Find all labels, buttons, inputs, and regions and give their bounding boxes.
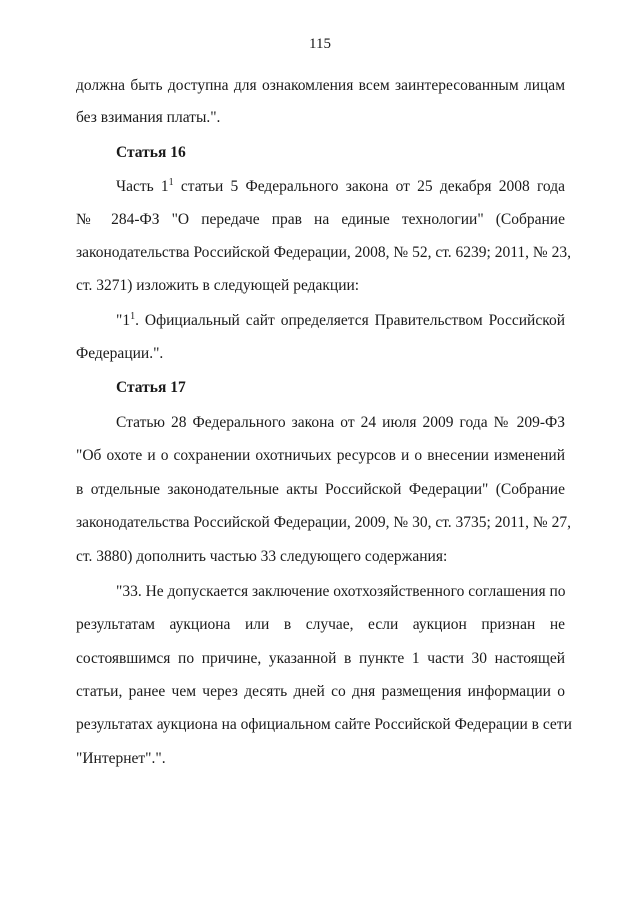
quote-line: "$1^1$. Официальный сайт определяется Правительством Российской [116, 311, 565, 329]
paragraph-line: без взимания платы.". [76, 109, 221, 126]
paragraph-line: в отдельные законодательные акты Российской Федерации" (Собрание [76, 481, 565, 498]
paragraph-line: законодательства Российской Федерации, 2008, № 52, ст. 6239; 2011, № 23, [76, 244, 571, 261]
paragraph-line: ст. 3271) изложить в следующей редакции: [76, 277, 360, 294]
quote-line: статьи, ранее чем через десять дней со дня размещения информации о [76, 683, 565, 700]
quote-line: результатах аукциона на официальном сайте Российской Федерации в сети [76, 716, 572, 733]
article-heading: Статья 16 [116, 144, 186, 161]
paragraph-line: ст. 3880) дополнить частью 33 следующего содержания: [76, 548, 448, 565]
paragraph-line: законодательства Российской Федерации, 2009, № 30, ст. 3735; 2011, № 27, [76, 514, 571, 531]
article-heading: Статья 17 [116, 379, 186, 396]
quote-line: Федерации.". [76, 345, 164, 362]
quote-line: результатам аукциона или в случае, если аукцион признан не [76, 616, 565, 633]
paragraph-line: Часть $1^1$ статьи 5 Федерального закона от 25 декабря 2008 года [116, 177, 565, 195]
quote-line: "Интернет".". [76, 750, 166, 767]
paragraph-line: должна быть доступна для ознакомления всем заинтересованным лицам [76, 77, 565, 94]
page-number: 115 [309, 36, 331, 52]
quote-line: состоявшимся по причине, указанной в пункте 1 части 30 настоящей [76, 650, 565, 667]
paragraph-line: Статью 28 Федерального закона от 24 июля 2009 года № 209-ФЗ [116, 414, 565, 431]
paragraph-line: "Об охоте и о сохранении охотничьих ресурсов и о внесении изменений [76, 447, 565, 464]
paragraph-line: № 284-ФЗ "О передаче прав на единые технологии" (Собрание [76, 211, 565, 228]
quote-line: "33. Не допускается заключение охотхозяйственного соглашения по [116, 583, 566, 600]
